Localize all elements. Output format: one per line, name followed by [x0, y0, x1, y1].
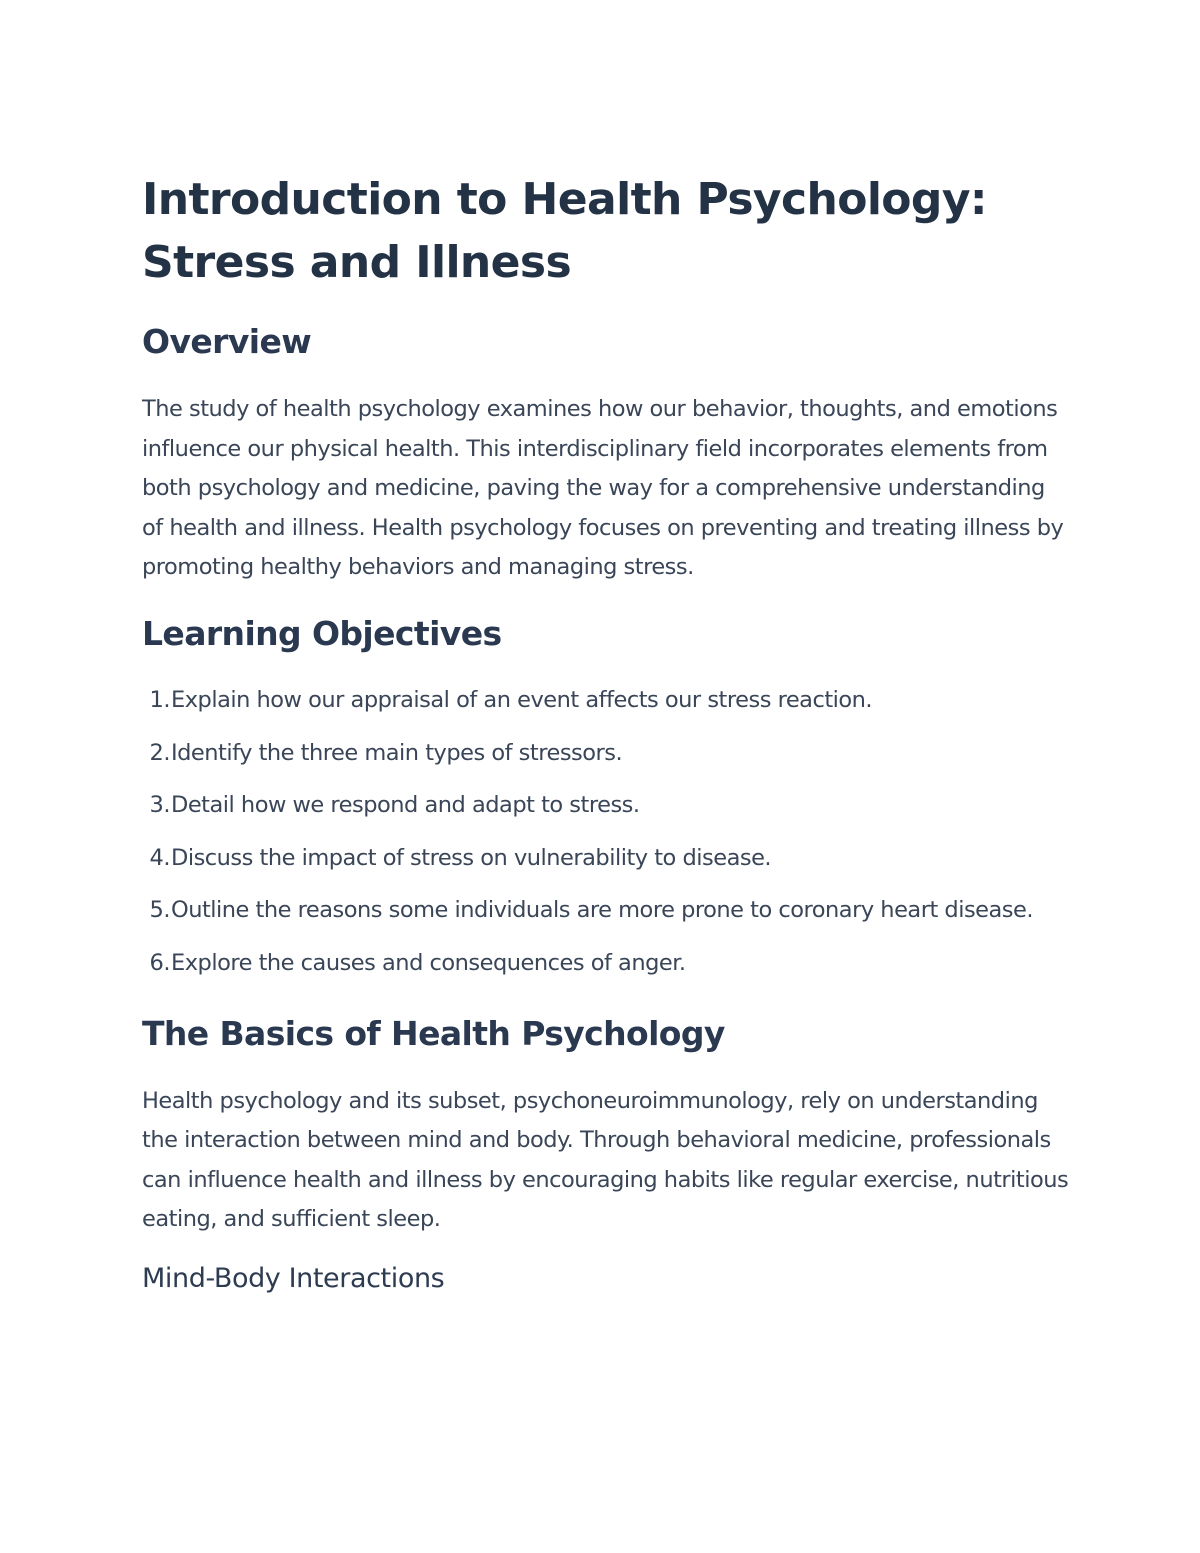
objective-number: 5.: [149, 897, 170, 924]
objective-item-3: [142, 786, 1072, 826]
basics-heading: The Basics of Health Psychology: [142, 1013, 725, 1053]
learning-objectives-heading: Learning Objectives: [142, 613, 502, 653]
objective-number: 1.: [149, 686, 170, 713]
objective-number: 6.: [149, 949, 170, 976]
learning-objectives-list: [142, 681, 1072, 984]
objective-number: 2.: [149, 739, 170, 766]
objective-item-2: [142, 734, 1072, 774]
document-title-line-1: Introduction to Health Psychology:: [142, 174, 987, 225]
objective-item-6: [142, 944, 1072, 984]
objective-text: Detail how we respond and adapt to stress.: [171, 792, 640, 819]
overview-paragraph: The study of health psychology examines how our behavior, thoughts, and emotions influence our physical health. This interdisciplinary field incorporates elements from both psychology and medicine, paving the way for a comprehensive understanding of health and illness. Health psychology focuses on preventing and treating illness by promoting healthy behaviors and managing stress.: [142, 396, 1064, 581]
objective-number: 4.: [149, 844, 170, 871]
objective-text: Explore the causes and consequences of anger.: [171, 949, 686, 976]
overview-heading: Overview: [142, 322, 312, 361]
objective-item-1: [142, 681, 1072, 721]
objective-text: Identify the three main types of stressors.: [171, 739, 623, 766]
objective-text: Outline the reasons some individuals are more prone to coronary heart disease.: [171, 897, 1034, 924]
document-title-line-2: Stress and Illness: [142, 237, 572, 288]
objective-text: Explain how our appraisal of an event affects our stress reaction.: [171, 686, 873, 713]
objective-number: 3.: [149, 792, 170, 819]
objective-item-5: [142, 891, 1072, 931]
mind-body-heading: Mind-Body Interactions: [142, 1262, 445, 1294]
document-title: [142, 168, 1072, 294]
objective-text: Discuss the impact of stress on vulnerability to disease.: [171, 844, 772, 871]
document-page: [142, 168, 1072, 1296]
objective-item-4: [142, 839, 1072, 879]
basics-paragraph: Health psychology and its subset, psychoneuroimmunology, rely on understanding the interaction between mind and body. Through behavioral medicine, professionals can influence health and illness by encouraging habits like regular exercise, nutritious eating, and sufficient sleep.: [142, 1087, 1069, 1233]
